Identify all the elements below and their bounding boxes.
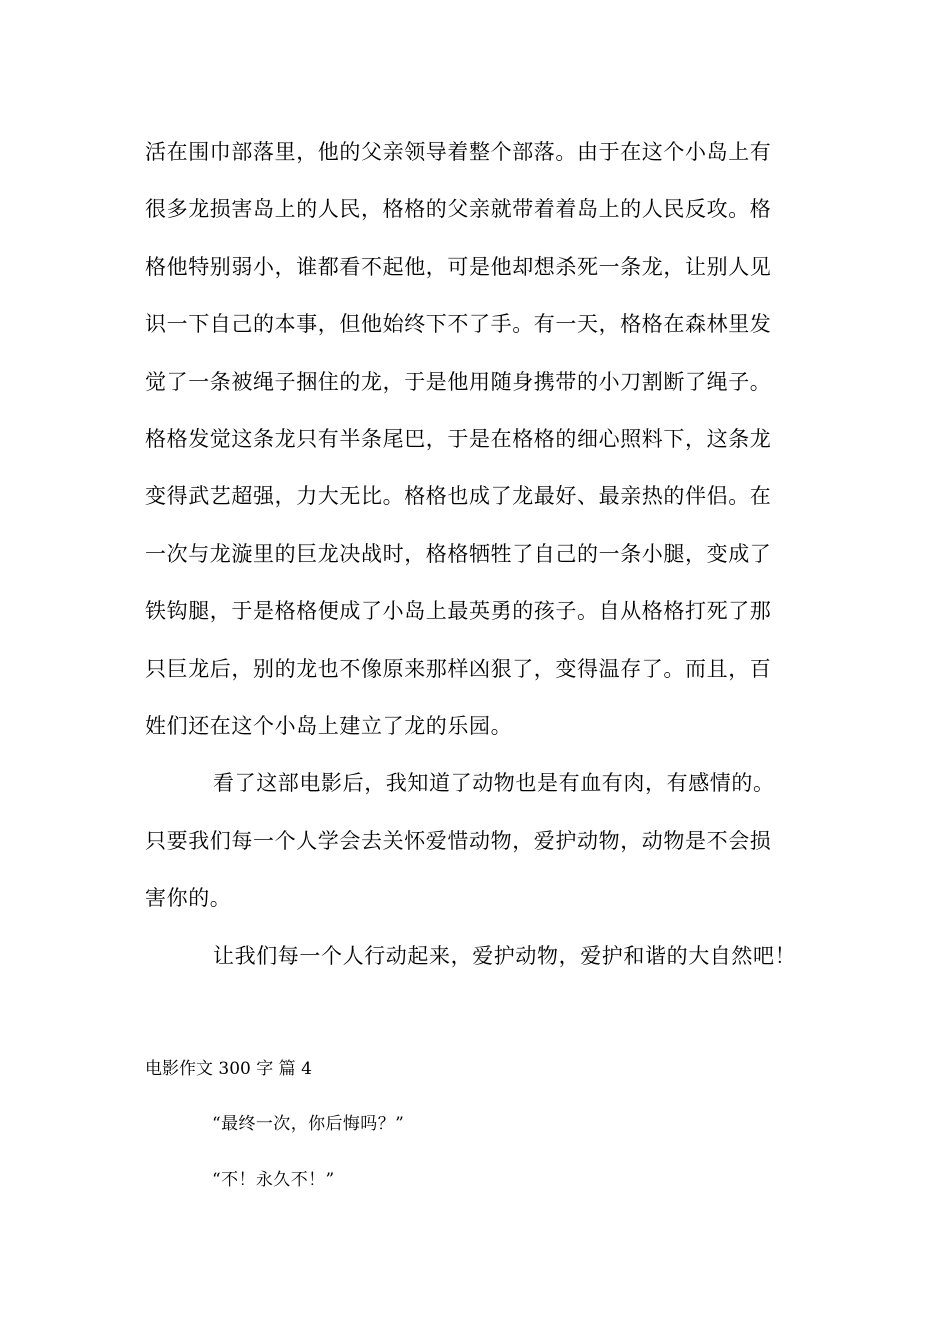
paragraph-1-line: 变得武艺超强，力大无比。格格也成了龙最好、最亲热的伴侣。在	[145, 484, 772, 508]
paragraph-2-line: 只要我们每一个人学会去关怀爱惜动物，爱护动物，动物是不会损	[145, 829, 772, 853]
paragraph-1-line: 觉了一条被绳子捆住的龙，于是他用随身携带的小刀割断了绳子。	[145, 370, 772, 394]
paragraph-2-line: 害你的。	[145, 886, 232, 910]
paragraph-1-line: 很多龙损害岛上的人民，格格的父亲就带着着岛上的人民反攻。格	[145, 197, 772, 221]
dialog-line: “最终一次，你后悔吗？”	[212, 1114, 405, 1134]
paragraph-2-line: 看了这部电影后，我知道了动物也是有血有肉，有感情的。	[213, 771, 775, 795]
section-heading: 电影作文 300 字 篇 4	[145, 1059, 312, 1079]
paragraph-1-line: 活在围巾部落里，他的父亲领导着整个部落。由于在这个小岛上有	[145, 140, 772, 164]
paragraph-1-line: 铁钩腿，于是格格便成了小岛上最英勇的孩子。自从格格打死了那	[145, 599, 772, 623]
paragraph-1-line: 一次与龙漩里的巨龙决战时，格格牺牲了自己的一条小腿，变成了	[145, 542, 772, 566]
paragraph-1-line: 格他特别弱小，谁都看不起他，可是他却想杀死一条龙，让别人见	[145, 255, 772, 279]
paragraph-1-line: 识一下自己的本事，但他始终下不了手。有一天，格格在森林里发	[145, 312, 772, 336]
paragraph-1-line: 只巨龙后，别的龙也不像原来那样凶狠了，变得温存了。而且，百	[145, 657, 772, 681]
paragraph-1-line: 姓们还在这个小岛上建立了龙的乐园。	[145, 714, 513, 738]
paragraph-1-line: 格格发觉这条龙只有半条尾巴，于是在格格的细心照料下，这条龙	[145, 427, 772, 451]
paragraph-3-line: 让我们每一个人行动起来，爱护动物，爱护和谐的大自然吧！	[213, 944, 797, 968]
dialog-line: “不！永久不！”	[212, 1170, 335, 1190]
